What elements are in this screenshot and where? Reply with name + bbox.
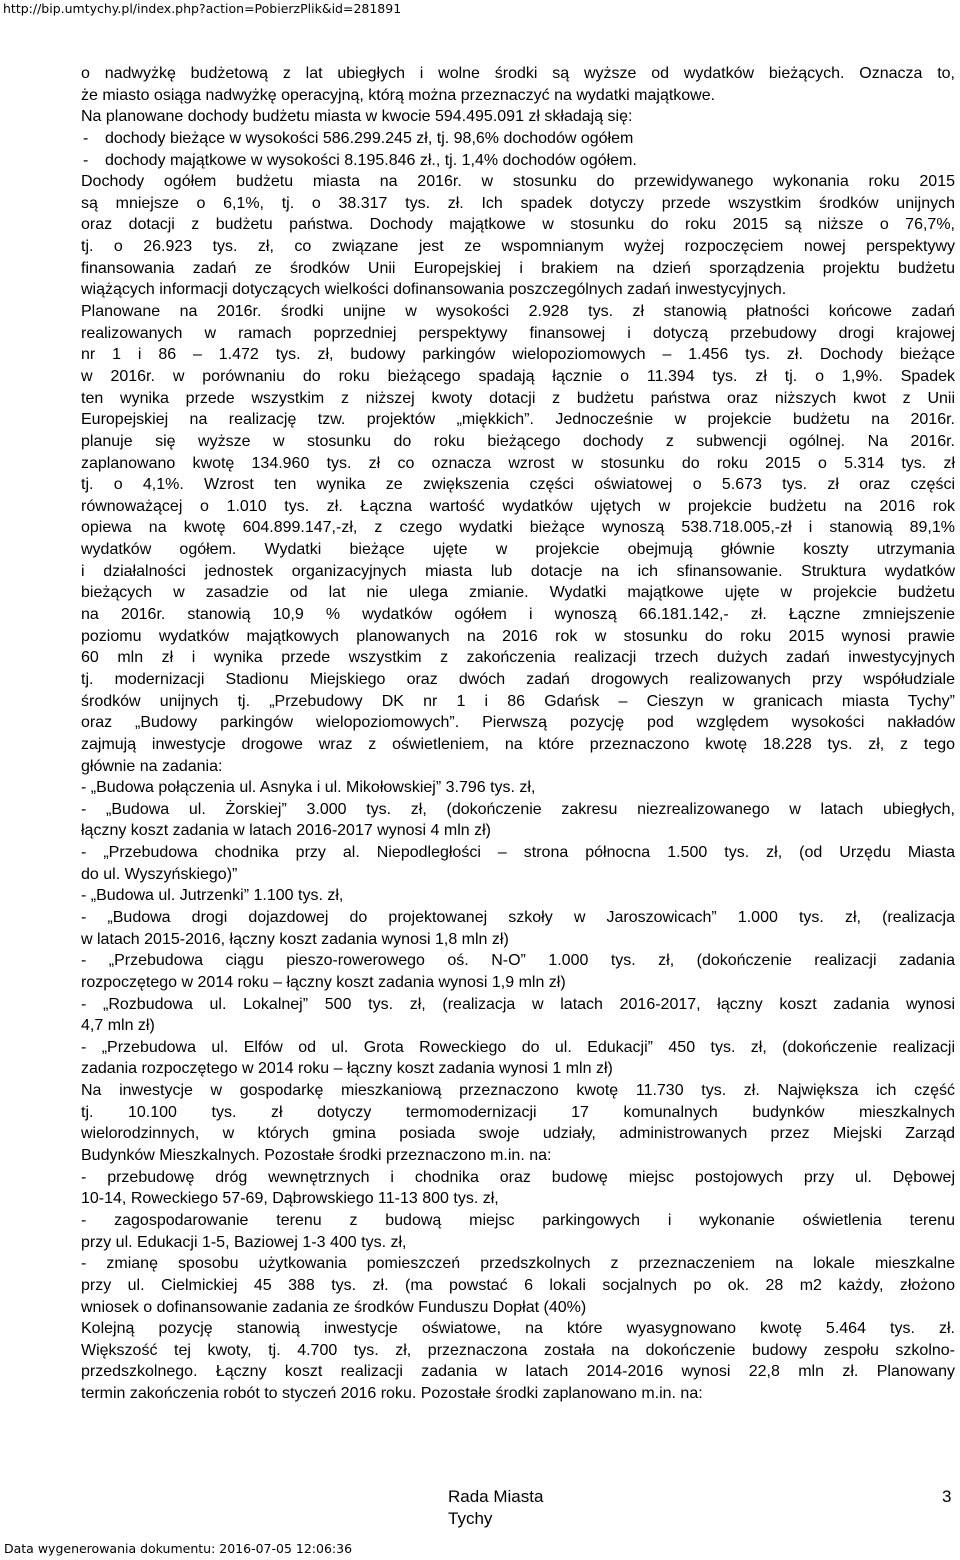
text-line: - „Budowa ul. Jutrzenki” 1.100 tys. zł, <box>81 887 344 905</box>
text-line: zajmują inwestycje drogowe wraz z oświetleniem, na które przeznaczono kwotę 18.228 tys. zł, z tego <box>81 735 955 753</box>
text-line: oraz „Budowy parkingów wielopoziomowych”. Pierwszą pozycję pod względem wysokości nakładów <box>81 714 955 732</box>
text-line: - „Rozbudowa ul. Lokalnej” 500 tys. zł, (realizacja w latach 2016-2017, łączny koszt zadania wynosi <box>81 995 955 1013</box>
text-line: - „Budowa drogi dojazdowej do projektowanej szkoły w Jaroszowicach” 1.000 tys. zł, (realizacja <box>81 908 955 926</box>
text-line: - „Przebudowa chodnika przy al. Niepodległości – strona północna 1.500 tys. zł, (od Urzędu Miasta <box>81 844 955 862</box>
text-line: i działalności jednostek organizacyjnych miasta lub dotacje na ich sfinansowanie. Struktura wydatków <box>81 562 955 580</box>
text-line: Na inwestycje w gospodarkę mieszkaniową przeznaczono kwotę 11.730 tys. zł. Największa ich część <box>81 1082 955 1100</box>
text-line: wydatków ogółem. Wydatki bieżące ujęte w projekcie obejmują głównie koszty utrzymania <box>81 541 955 559</box>
text-line: wiążących informacji dotyczących wielkości dofinansowania poszczególnych zadań inwestycyjnych. <box>81 281 787 299</box>
text-line: realizowanych w ramach poprzedniej perspektywy finansowej i dotyczą przebudowy drogi krajowej <box>81 324 955 342</box>
text-line: - zmianę sposobu użytkowania pomieszczeń przedszkolnych z przeznaczeniem na lokale mieszkalne <box>81 1255 955 1273</box>
text-line: Dochody ogółem budżetu miasta na 2016r. w stosunku do przewidywanego wykonania roku 2015 <box>81 173 955 191</box>
text-line: planuje się wyższe w stosunku do roku bieżącego dochody z subwencji ogólnej. Na 2016r. <box>81 432 955 450</box>
text-line: ten wynika przede wszystkim z niższej kwoty dotacji z budżetu państwa oraz niższych kwot z Unii <box>81 389 955 407</box>
footer-council-line1: Rada Miasta <box>448 1487 544 1506</box>
text-line: tj. modernizacji Stadionu Miejskiego oraz dwóch zadań drogowych realizowanych przy współudziale <box>81 670 955 688</box>
text-line: tj. o 26.923 tys. zł, co związane jest ze wspomnianym wyżej rozpoczęciem nowej perspektywy <box>81 238 955 256</box>
text-line: w 2016r. w porównaniu do roku bieżącego spadają łącznie o 11.394 tys. zł tj. o 1,9%. Spadek <box>81 367 955 385</box>
text-line: bieżących w zasadzie od lat nie ulega zmianie. Wydatki majątkowe ujęte w projekcie budżetu <box>81 584 955 602</box>
text-line: poziomu wydatków majątkowych planowanych na 2016 rok w stosunku do roku 2015 wynosi prawie <box>81 627 955 645</box>
footer-council <box>448 1486 543 1530</box>
text-line: Większość tej kwoty, tj. 4.700 tys. zł, przeznaczona została na dokończenie budowy zespołu szkolno- <box>81 1341 955 1359</box>
text-line <box>81 128 955 150</box>
text-line: - „Budowa połączenia ul. Asnyka i ul. Mikołowskiej” 3.796 tys. zł, <box>81 779 536 797</box>
text-line: - „Budowa ul. Żorskiej” 3.000 tys. zł, (dokończenie zakresu niezrealizowanego w latach ubiegłych, <box>81 800 955 818</box>
text-line: oraz dotacji z budżetu państwa. Dochody majątkowe w stosunku do roku 2015 są niższe o 76,7%, <box>81 216 955 234</box>
text-line: zaplanowano kwotę 134.960 tys. zł co oznacza wzrost w stosunku do roku 2015 o 5.314 tys. zł <box>81 454 955 472</box>
text-line: zadania rozpoczętego w 2014 roku – łączny koszt zadania wynosi 1 mln zł) <box>81 1060 613 1078</box>
document-body <box>81 63 955 1405</box>
text-line: do ul. Wyszyńskiego)” <box>81 865 238 883</box>
text-line: finansowania zadań ze środków Unii Europejskiej i brakiem na dzień sporządzenia projektu budżetu <box>81 259 955 277</box>
page-number: 3 <box>942 1487 952 1506</box>
text-line: w latach 2015-2016, łączny koszt zadania wynosi 1,8 mln zł) <box>81 930 509 948</box>
text-line: wniosek o dofinansowanie zadania ze środków Funduszu Dopłat (40%) <box>81 1298 587 1316</box>
text-line: - przebudowę dróg wewnętrznych i chodnika oraz budowę miejsc postojowych przy ul. Dębowej <box>81 1168 955 1186</box>
text-line: przy ul. Edukacji 1-5, Baziowej 1-3 400 tys. zł, <box>81 1233 407 1251</box>
text-line: opiewa na kwotę 604.899.147,-zł, z czego wydatki bieżące wynoszą 538.718.005,-zł i stanowią 89,1% <box>81 519 955 537</box>
generation-date: Data wygenerowania dokumentu: 2016-07-05 12:06:36 <box>4 1541 353 1556</box>
text-line: wielorodzinnych, w których gmina posiada swoje udziały, administrowanych przez Miejski Zarząd <box>81 1125 955 1143</box>
text-line: że miasto osiąga nadwyżkę operacyjną, którą można przeznaczyć na wydatki majątkowe. <box>81 86 716 104</box>
text-line: rozpoczętego w 2014 roku – łączny koszt zadania wynosi 1,9 mln zł) <box>81 973 566 991</box>
text-line: Europejskiej na realizację tzw. projektów „miękkich”. Jednocześnie w projekcie budżetu na 2016r. <box>81 411 955 429</box>
list-bullet: - <box>83 151 89 169</box>
source-url: http://bip.umtychy.pl/index.php?action=PobierzPlik&id=281891 <box>0 0 404 18</box>
text-line: Budynków Mieszkalnych. Pozostałe środki przeznaczono m.in. na: <box>81 1147 552 1165</box>
text-line: - „Przebudowa ciągu pieszo-rowerowego oś. N-O” 1.000 tys. zł, (dokończenie realizacji zadania <box>81 952 955 970</box>
text-line: - zagospodarowanie terenu z budową miejsc parkingowych i wykonanie oświetlenia terenu <box>81 1211 955 1229</box>
text-line: 4,7 mln zł) <box>81 1017 155 1035</box>
text-line: na 2016r. stanowią 10,9 % wydatków ogółem i wynoszą 66.181.142,- zł. Łączne zmniejszenie <box>81 606 955 624</box>
text-line: Planowane na 2016r. środki unijne w wysokości 2.928 tys. zł stanowią płatności końcowe zadań <box>81 303 955 321</box>
text-line: tj. o 4,1%. Wzrost ten wynika ze zwiększenia części oświatowej o 5.673 tys. zł oraz części <box>81 476 955 494</box>
text-line: 10-14, Roweckiego 57-69, Dąbrowskiego 11-13 800 tys. zł, <box>81 1190 499 1208</box>
text-line: łączny koszt zadania w latach 2016-2017 wynosi 4 mln zł) <box>81 822 491 840</box>
text-line: są mniejsze o 6,1%, tj. o 38.317 tys. zł. Ich spadek dotyczy przede wszystkim środków unijnych <box>81 194 955 212</box>
text-line: nr 1 i 86 – 1.472 tys. zł, budowy parkingów wielopoziomowych – 1.456 tys. zł. Dochody bieżące <box>81 346 955 364</box>
text-line: przy ul. Cielmickiej 45 388 tys. zł. (ma powstać 6 lokali socjalnych po ok. 28 m2 każdy, złożono <box>81 1276 955 1294</box>
text-line: Na planowane dochody budżetu miasta w kwocie 594.495.091 zł składają się: <box>81 108 633 126</box>
text-line: głównie na zadania: <box>81 757 223 775</box>
list-item-text: dochody majątkowe w wysokości 8.195.846 zł., tj. 1,4% dochodów ogółem. <box>105 151 637 169</box>
text-line: równoważącej o 1.010 tys. zł. Łączna wartość wydatków ujętych w projekcie budżetu na 2016 rok <box>81 497 955 515</box>
text-line: 60 mln zł i wynika przede wszystkim z zakończenia realizacji trzech dużych zadań inwestycyjnych <box>81 649 955 667</box>
text-line: Kolejną pozycję stanowią inwestycje oświatowe, na które wyasygnowano kwotę 5.464 tys. zł. <box>81 1320 955 1338</box>
text-line: tj. 10.100 tys. zł dotyczy termomodernizacji 17 komunalnych budynków mieszkalnych <box>81 1103 955 1121</box>
list-bullet: - <box>83 129 89 147</box>
text-line <box>81 150 955 172</box>
text-line: przedszkolnego. Łączny koszt realizacji zadania w latach 2014-2016 wynosi 22,8 mln zł. Planowany <box>81 1363 955 1381</box>
text-line: - „Przebudowa ul. Elfów od ul. Grota Roweckiego do ul. Edukacji” 450 tys. zł, (dokończenie realizacji <box>81 1038 955 1056</box>
text-line: środków unijnych tj. „Przebudowy DK nr 1 i 86 Gdańsk – Cieszyn w granicach miasta Tychy” <box>81 692 955 710</box>
list-item-text: dochody bieżące w wysokości 586.299.245 zł, tj. 98,6% dochodów ogółem <box>105 129 634 147</box>
text-line: termin zakończenia robót to styczeń 2016 roku. Pozostałe środki zaplanowano m.in. na: <box>81 1385 703 1403</box>
text-line: o nadwyżkę budżetową z lat ubiegłych i wolne środki są wyższe od wydatków bieżących. Oznacza to, <box>81 65 955 82</box>
footer-council-line2: Tychy <box>448 1509 493 1528</box>
